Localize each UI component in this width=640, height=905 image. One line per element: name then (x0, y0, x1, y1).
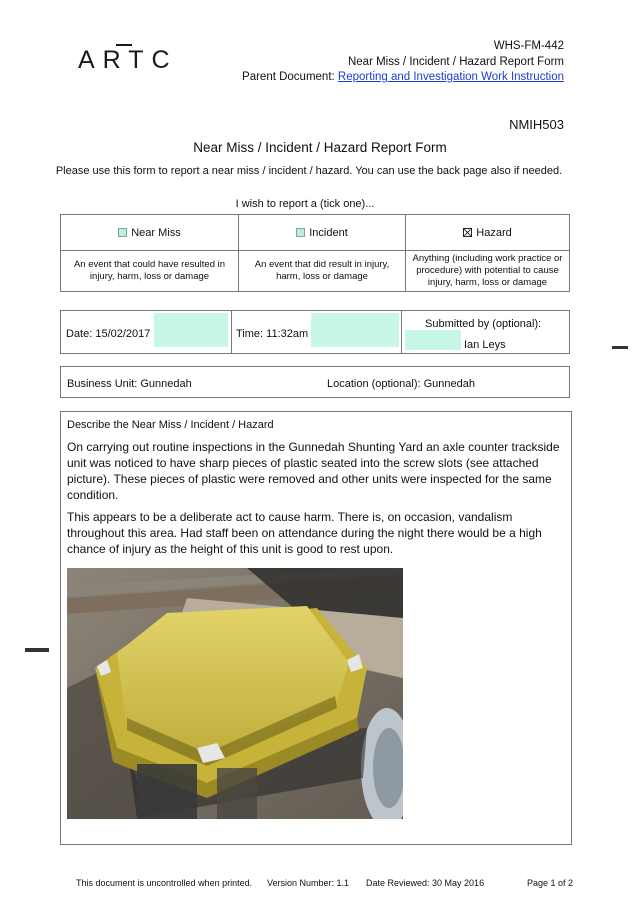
footer-version: Version Number: 1.1 (267, 878, 350, 888)
report-type-table (60, 214, 570, 292)
business-unit: Business Unit: Gunnedah (67, 378, 192, 390)
form-name: Near Miss / Incident / Hazard Report Form (347, 56, 564, 68)
report-reference: NMIH503 (509, 117, 564, 132)
page-title: Near Miss / Incident / Hazard Report Form (193, 140, 447, 155)
location: Location (optional): Gunnedah (327, 378, 475, 390)
artc-logo (78, 46, 178, 75)
incident-desc: An event that did result in injury, harm, loss or damage (239, 251, 406, 292)
logo-text: ARTC (78, 46, 178, 74)
business-box (60, 366, 570, 398)
incident-label: Incident (309, 226, 348, 239)
tick-prompt: I wish to report a (tick one)... (235, 198, 375, 210)
option-hazard[interactable] (406, 215, 570, 251)
margin-mark (25, 648, 49, 652)
redaction-block (311, 313, 399, 347)
near-miss-desc: An event that could have resulted in injury, harm, loss or damage (61, 251, 239, 292)
near-miss-checkbox[interactable] (118, 228, 127, 237)
hazard-desc: Anything (including work practice or procedure) with potential to cause injury, harm, loss or damage (406, 251, 570, 292)
logo-bar (116, 44, 132, 46)
divider (231, 311, 232, 353)
near-miss-label: Near Miss (131, 226, 181, 239)
parent-document-link[interactable]: Reporting and Investigation Work Instruction (337, 71, 564, 83)
form-code: WHS-FM-442 (493, 40, 564, 52)
margin-mark (612, 346, 628, 349)
hazard-checkbox-checked[interactable] (463, 228, 472, 237)
incident-checkbox[interactable] (296, 228, 305, 237)
description-heading: Describe the Near Miss / Incident / Hazard (67, 419, 274, 431)
description-para: This appears to be a deliberate act to cause harm. There is, on occasion, vandalism throughout this area. Had staff been on attendance during the night there would be a high chance of injury as the height of this unit is good to rest upon. (67, 510, 542, 556)
footer-page-number: Page 1 of 2 (527, 878, 574, 888)
redaction-block (405, 330, 461, 350)
time-field: Time: 11:32am (236, 328, 309, 340)
description-box (60, 411, 572, 845)
photo-illustration (67, 568, 403, 819)
option-near-miss[interactable] (61, 215, 239, 251)
hazard-label: Hazard (476, 226, 512, 239)
redaction-block (154, 313, 228, 347)
intro-text: Please use this form to report a near miss / incident / hazard. You can use the back page also if needed. (55, 165, 563, 177)
parent-document (242, 69, 564, 85)
footer-uncontrolled: This document is uncontrolled when printed. (76, 878, 253, 888)
submitted-by-name: Ian Leys (464, 339, 506, 351)
description-body (67, 439, 567, 563)
option-incident[interactable] (239, 215, 406, 251)
submitted-by-label: Submitted by (optional): (425, 318, 542, 330)
trackside-unit-photo (67, 568, 403, 819)
footer-date-reviewed: Date Reviewed: 30 May 2016 (366, 878, 485, 888)
details-box (60, 310, 570, 354)
parent-label: Parent Document: (242, 71, 338, 83)
description-para: On carrying out routine inspections in the Gunnedah Shunting Yard an axle counter trackside unit was noticed to have sharp pieces of plastic seated into the screw slots (see attached picture). These pieces of plastic were removed and other units were inspected for the same condition. (67, 440, 560, 502)
date-field: Date: 15/02/2017 (66, 328, 151, 340)
divider (401, 311, 402, 353)
